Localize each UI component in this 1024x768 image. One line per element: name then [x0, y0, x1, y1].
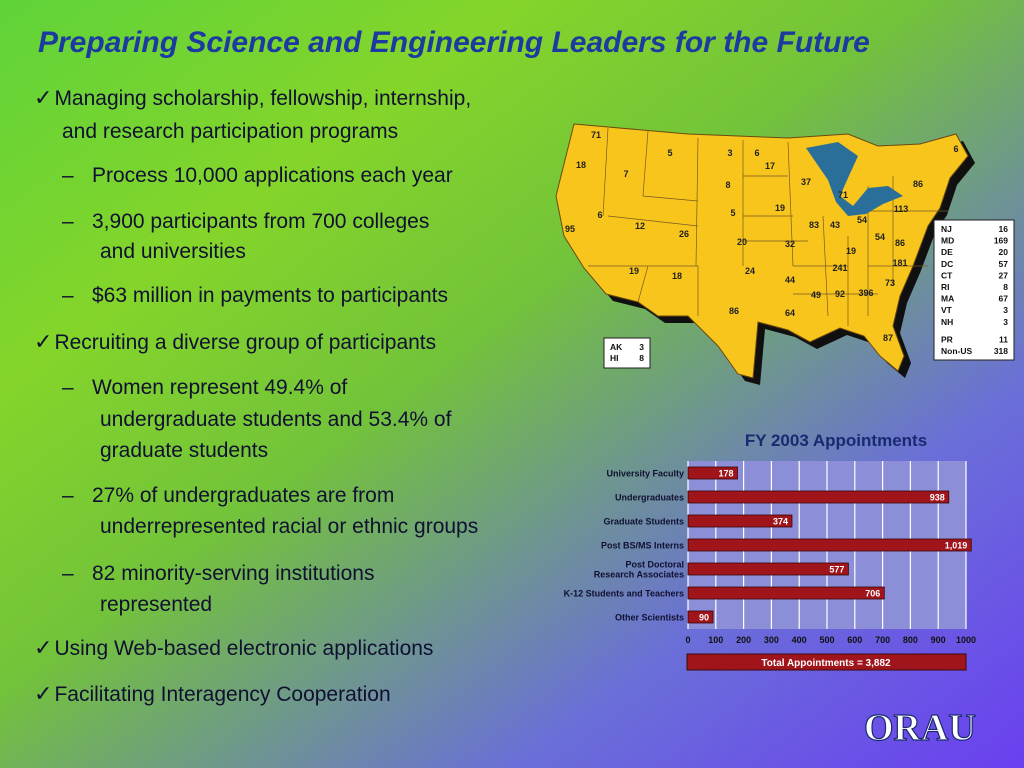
sub-bullet-payments: – $63 million in payments to participants — [62, 282, 448, 310]
dash-icon: – — [62, 164, 74, 187]
state-count-label: 12 — [634, 221, 646, 231]
x-tick-label: 800 — [902, 635, 918, 645]
east-table-state: Non-US — [941, 346, 973, 356]
state-count-label: 86 — [912, 179, 924, 189]
state-count-label: 6 — [953, 144, 959, 154]
dash-icon: – — [62, 284, 74, 307]
x-tick-label: 200 — [736, 635, 752, 645]
bar — [688, 587, 884, 599]
sub-bullet-underrepresented: – 27% of undergraduates are from — [62, 482, 394, 510]
east-table-count: 11 — [999, 334, 1008, 345]
east-table-count: 16 — [998, 224, 1008, 234]
check-icon: ✓ — [34, 681, 53, 706]
category-label: Post BS/MS Interns — [600, 540, 684, 551]
east-table-count: 20 — [998, 247, 1008, 258]
east-table-count: 27 — [998, 270, 1008, 281]
state-count-label: 64 — [784, 308, 796, 318]
category-label: Post Doctoral — [625, 559, 684, 570]
bar — [688, 539, 971, 551]
bar-value-label: 90 — [699, 612, 710, 623]
east-table-count: 169 — [993, 235, 1008, 246]
state-count-label: 6 — [597, 210, 603, 220]
state-count-label: 5 — [730, 208, 736, 218]
category-label: Graduate Students — [603, 516, 684, 527]
state-count-label: 20 — [736, 237, 748, 247]
sub-bullet-women: – Women represent 49.4% of — [62, 374, 347, 402]
bullet-managing-cont: and research participation programs — [62, 120, 399, 143]
sub-bullet-women-cont1: undergraduate students and 53.4% of — [100, 408, 452, 431]
east-table-state: MD — [941, 235, 955, 246]
bar-value-label: 374 — [772, 516, 788, 527]
dash-icon: – — [62, 376, 74, 399]
bar-value-label: 178 — [718, 468, 734, 479]
bullet-interagency: ✓Facilitating Interagency Cooperation — [34, 681, 391, 706]
sub-bullet-minority-cont: represented — [100, 593, 213, 616]
state-count-label: 92 — [834, 289, 846, 299]
bar-value-label: 577 — [829, 564, 845, 575]
ak-hi-state: HI — [610, 353, 619, 363]
state-count-label: 87 — [882, 333, 894, 343]
category-label: K-12 Students and Teachers — [563, 588, 684, 599]
state-count-label: 17 — [764, 161, 776, 171]
dash-icon: – — [62, 210, 74, 233]
ak-hi-count: 3 — [639, 342, 644, 352]
dash-icon: – — [62, 562, 74, 585]
east-table-state: DE — [941, 247, 953, 258]
sub-bullet-underrepresented-cont: underrepresented racial or ethnic groups — [100, 515, 479, 538]
sub-bullet-women-cont2: graduate students — [100, 439, 269, 462]
dash-icon: – — [62, 484, 74, 507]
bullet-managing: ✓Managing scholarship, fellowship, internship, — [34, 85, 472, 110]
check-icon: ✓ — [34, 635, 53, 660]
state-count-label: 54 — [874, 232, 886, 242]
x-tick-label: 300 — [763, 635, 779, 645]
east-table-count: 8 — [1003, 282, 1008, 292]
state-count-label: 5 — [667, 148, 673, 158]
sub-bullet-applications: – Process 10,000 applications each year — [62, 162, 453, 190]
x-tick-label: 100 — [708, 635, 724, 645]
x-tick-label: 0 — [685, 635, 691, 645]
state-count-label: 6 — [754, 148, 760, 158]
east-table-count: 57 — [998, 258, 1008, 269]
state-count-label: 54 — [856, 215, 868, 225]
state-count-label: 8 — [725, 180, 731, 190]
category-label: University Faculty — [606, 468, 684, 479]
x-tick-label: 900 — [930, 635, 946, 645]
state-count-label: 7 — [623, 169, 629, 179]
x-tick-label: 700 — [875, 635, 891, 645]
ak-hi-state: AK — [610, 342, 623, 352]
bar-value-label: 706 — [865, 588, 881, 599]
state-count-label: 19 — [628, 266, 640, 276]
state-count-label: 18 — [671, 271, 683, 281]
bar — [688, 563, 848, 575]
state-count-label: 26 — [678, 229, 690, 239]
east-table-state: PR — [941, 334, 953, 345]
sub-bullet-participants-cont: and universities — [100, 240, 246, 263]
ak-hi-count: 8 — [639, 353, 644, 363]
east-table-count: 3 — [1003, 316, 1008, 327]
state-count-label: 43 — [829, 220, 841, 230]
x-tick-label: 500 — [819, 635, 835, 645]
bar-value-label: 1,019 — [944, 540, 968, 551]
check-icon: ✓ — [34, 329, 53, 354]
category-label: Other Scientists — [614, 612, 684, 623]
sub-bullet-minority: – 82 minority-serving institutions — [62, 560, 374, 588]
east-table-state: CT — [941, 270, 953, 281]
east-table-state: RI — [941, 282, 950, 292]
category-label: Research Associates — [593, 569, 684, 580]
state-count-label: 18 — [575, 160, 587, 170]
orau-logo — [862, 700, 998, 748]
state-count-label: 181 — [892, 258, 908, 268]
east-table-count: 318 — [993, 346, 1008, 356]
bullet-web: ✓Using Web-based electronic applications — [34, 635, 434, 660]
state-count-label: 37 — [800, 177, 812, 187]
state-count-label: 44 — [784, 275, 796, 285]
east-table-state: MA — [941, 293, 955, 304]
x-tick-label: 600 — [847, 635, 863, 645]
bullet-recruiting: ✓Recruiting a diverse group of participants — [34, 329, 437, 354]
total-appointments-text: Total Appointments = 3,882 — [761, 658, 891, 669]
slide-title: Preparing Science and Engineering Leaders for the Future — [38, 26, 870, 59]
check-icon: ✓ — [34, 85, 53, 110]
east-table-state: NH — [941, 316, 954, 327]
state-count-label: 3 — [727, 148, 733, 158]
east-table-state: DC — [941, 258, 954, 269]
orau-logo-text: ORAU — [864, 707, 976, 748]
appointments-bar-chart — [538, 425, 978, 675]
state-count-label: 49 — [810, 290, 822, 300]
x-tick-label: 400 — [791, 635, 807, 645]
east-table-count: 3 — [1003, 305, 1008, 316]
chart-title: FY 2003 Appointments — [744, 431, 928, 450]
sub-bullet-participants: – 3,900 participants from 700 colleges — [62, 208, 429, 236]
state-count-label: 71 — [837, 190, 849, 200]
x-tick-label: 1000 — [955, 635, 977, 645]
state-count-label: 73 — [884, 278, 896, 288]
state-count-label: 113 — [893, 204, 909, 214]
state-count-label: 241 — [832, 263, 848, 273]
us-participant-map — [548, 116, 1020, 388]
state-count-label: 95 — [564, 224, 576, 234]
state-count-label: 19 — [845, 246, 857, 256]
state-count-label: 71 — [590, 130, 602, 140]
state-count-label: 86 — [728, 306, 740, 316]
state-count-label: 83 — [808, 220, 820, 230]
state-count-label: 32 — [784, 239, 796, 249]
state-count-label: 396 — [858, 288, 874, 298]
state-count-label: 24 — [744, 266, 756, 276]
east-table-state: VT — [941, 305, 952, 316]
category-label: Undergraduates — [614, 492, 684, 503]
bar — [688, 491, 949, 503]
state-count-label: 19 — [774, 203, 786, 213]
east-table-count: 67 — [998, 293, 1008, 304]
state-count-label: 86 — [894, 238, 906, 248]
bar-value-label: 938 — [929, 492, 945, 503]
east-table-state: NJ — [941, 224, 952, 234]
